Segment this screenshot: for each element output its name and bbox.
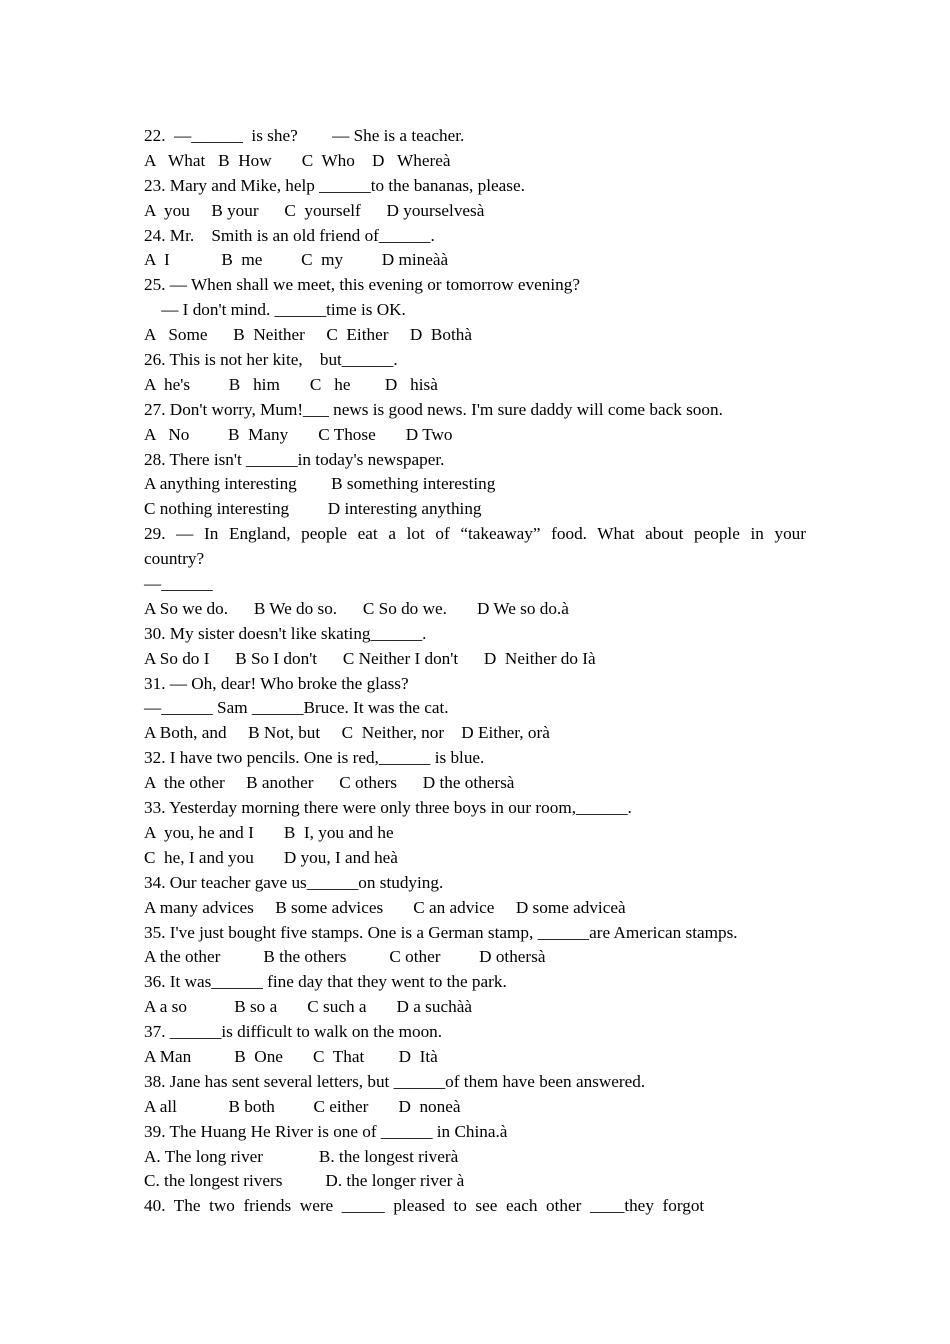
options-23: A you B your C yourself D yourselvesà — [144, 200, 485, 220]
options-31: A Both, and B Not, but C Neither, nor D Either, orà — [144, 723, 550, 743]
question-39: 39. The Huang He River is one of ______ in China.à — [144, 1121, 508, 1141]
question-29-cont: country? — [144, 549, 205, 569]
question-38: 38. Jane has sent several letters, but ______of them have been answered. — [144, 1071, 646, 1091]
question-33: 33. Yesterday morning there were only three boys in our room,______. — [144, 798, 632, 818]
question-34: 34. Our teacher gave us______on studying. — [144, 872, 444, 892]
options-30: A So do I B So I don't C Neither I don't D Neither do Ià — [144, 648, 596, 668]
options-22: A What B How C Who D Whereà — [144, 150, 451, 170]
question-28: 28. There isn't ______in today's newspaper. — [144, 449, 445, 469]
question-31-reply: —______ Sam ______Bruce. It was the cat. — [144, 698, 449, 718]
options-39-ab: A. The long river B. the longest riverà — [144, 1146, 459, 1166]
question-32: 32. I have two pencils. One is red,______ is blue. — [144, 748, 485, 768]
options-27: A No B Many C Those D Two — [144, 424, 453, 444]
options-32: A the other B another C others D the othersà — [144, 773, 515, 793]
question-25: 25. — When shall we meet, this evening or tomorrow evening? — [144, 275, 580, 295]
exercise-text — [144, 124, 806, 1219]
question-35: 35. I've just bought five stamps. One is a German stamp, ______are American stamps. — [144, 922, 738, 942]
question-40: 40. The two friends were _____ pleased to see each other ____they forgot — [144, 1196, 705, 1216]
question-24: 24. Mr. Smith is an old friend of______. — [144, 225, 435, 245]
options-38: A all B both C either D noneà — [144, 1096, 461, 1116]
options-28-cd: C nothing interesting D interesting anything — [144, 499, 482, 519]
question-27: 27. Don't worry, Mum!___ news is good news. I'm sure daddy will come back soon. — [144, 399, 723, 419]
question-37: 37. ______is difficult to walk on the moon. — [144, 1022, 443, 1042]
question-29-reply: —______ — [144, 574, 213, 594]
options-29: A So we do. B We do so. C So do we. D We so do.à — [144, 598, 569, 618]
question-26: 26. This is not her kite, but______. — [144, 350, 398, 370]
question-22: 22. —______ is she? — She is a teacher. — [144, 126, 465, 145]
question-36: 36. It was______ fine day that they went to the park. — [144, 972, 507, 992]
options-24: A I B me C my D mineàà — [144, 250, 449, 270]
question-30: 30. My sister doesn't like skating______. — [144, 623, 427, 643]
question-23: 23. Mary and Mike, help ______to the bananas, please. — [144, 175, 525, 195]
question-31: 31. — Oh, dear! Who broke the glass? — [144, 673, 409, 693]
question-29: 29. — In England, people eat a lot of “takeaway” food. What about people in your — [144, 524, 806, 544]
options-36: A a so B so a C such a D a suchàà — [144, 997, 472, 1017]
options-34: A many advices B some advices C an advice D some adviceà — [144, 897, 626, 917]
options-25: A Some B Neither C Either D Bothà — [144, 325, 472, 345]
options-33-cd: C he, I and you D you, I and heà — [144, 847, 398, 867]
options-35: A the other B the others C other D othersà — [144, 947, 546, 967]
options-28-ab: A anything interesting B something interesting — [144, 474, 496, 494]
options-33-ab: A you, he and I B I, you and he — [144, 822, 394, 842]
options-37: A Man B One C That D Ità — [144, 1046, 438, 1066]
question-25-reply: — I don't mind. ______time is OK. — [144, 300, 406, 320]
options-39-cd: C. the longest rivers D. the longer river à — [144, 1171, 465, 1191]
options-26: A he's B him C he D hisà — [144, 374, 438, 394]
